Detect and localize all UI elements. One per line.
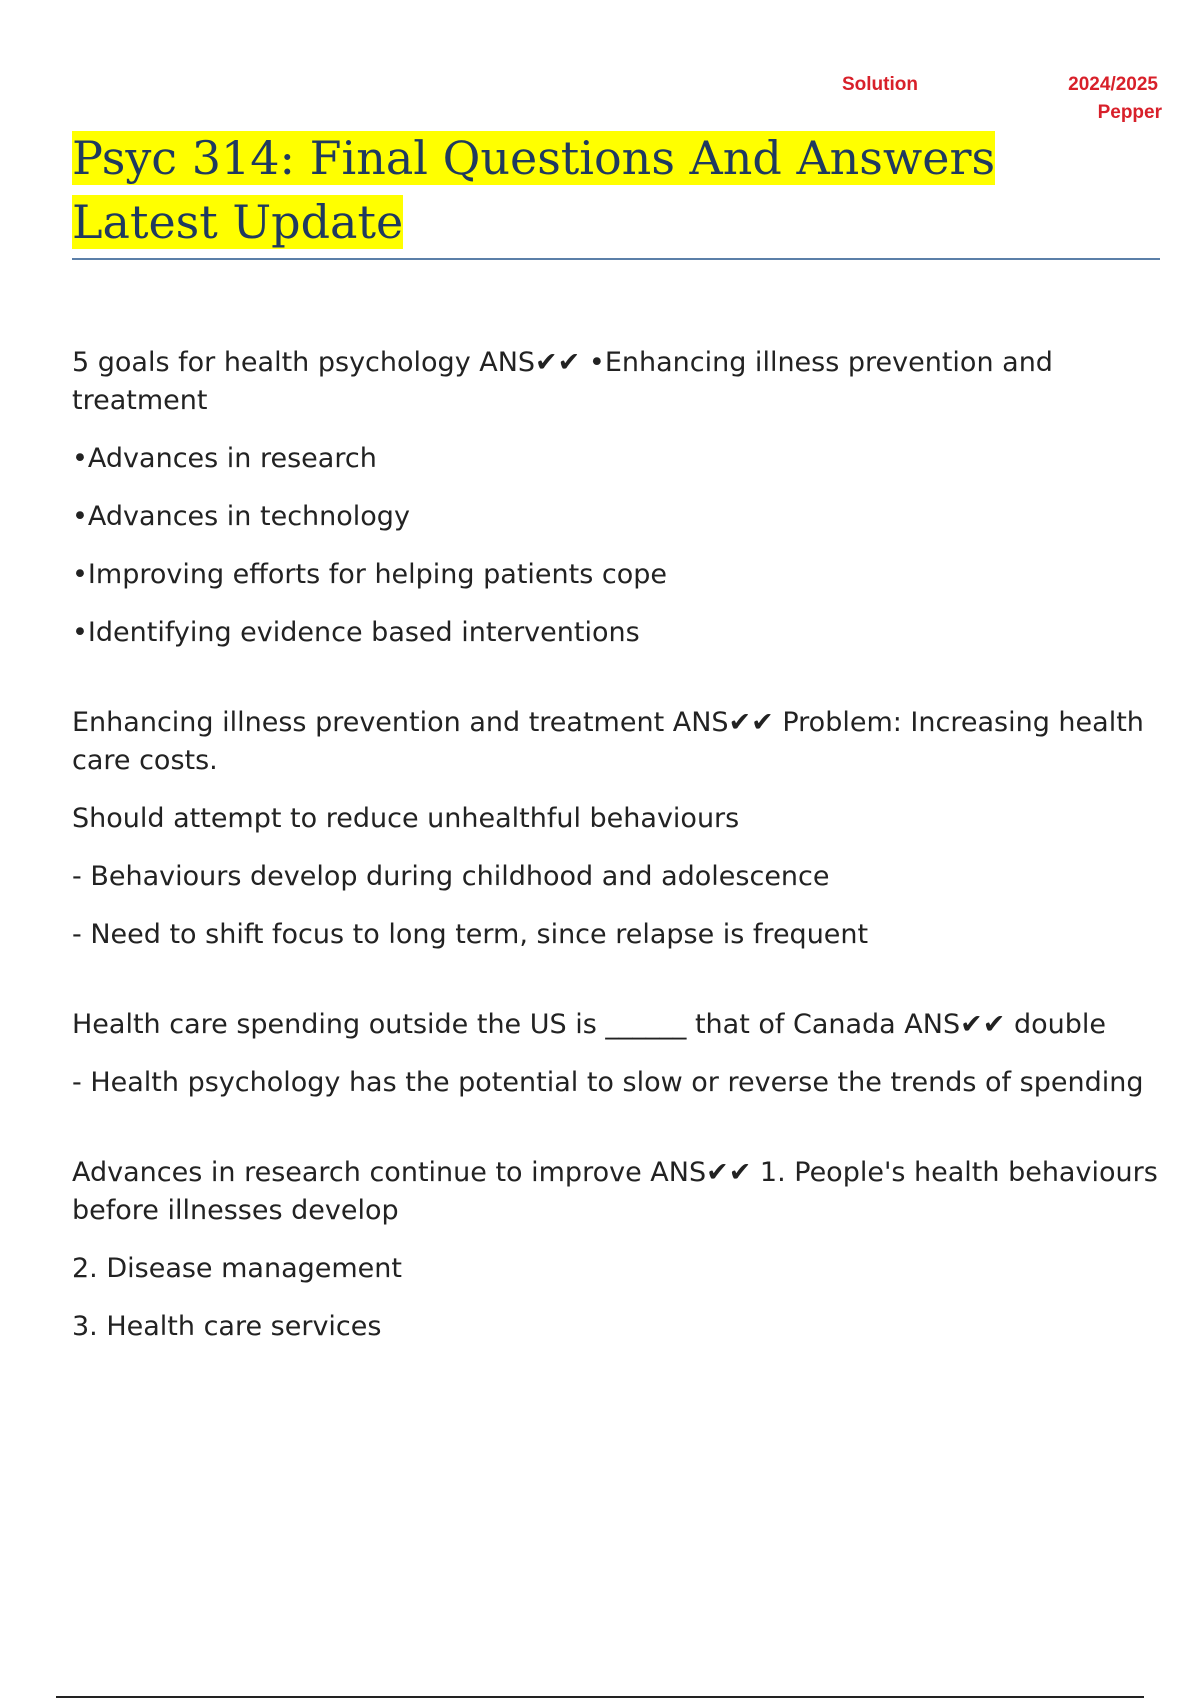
document-title xyxy=(72,126,1132,254)
header-meta xyxy=(842,72,1162,132)
header-author: Pepper xyxy=(1097,102,1162,123)
qa-line: - Need to shift focus to long term, since relapse is frequent xyxy=(72,919,869,950)
qa-block-illness-prevention xyxy=(72,704,1162,954)
document-body xyxy=(72,344,1162,1398)
qa-line: Advances in research continue to improve ANS✔✔ 1. People's health behaviours before illnesses develop xyxy=(72,1157,1158,1226)
qa-line: •Advances in research xyxy=(72,443,377,474)
document-title-text: Psyc 314: Final Questions And Answers Latest Update xyxy=(72,131,996,249)
qa-block-health-care-spending xyxy=(72,1006,1162,1102)
qa-line: - Behaviours develop during childhood and adolescence xyxy=(72,861,830,892)
qa-line: •Improving efforts for helping patients cope xyxy=(72,559,667,590)
qa-line: •Identifying evidence based interventions xyxy=(72,617,640,648)
qa-line: 3. Health care services xyxy=(72,1311,382,1342)
header-year: 2024/2025 xyxy=(1068,74,1158,95)
qa-line: Should attempt to reduce unhealthful behaviours xyxy=(72,803,740,834)
qa-line: •Advances in technology xyxy=(72,501,410,532)
title-divider xyxy=(72,258,1160,260)
qa-block-advances-in-research xyxy=(72,1154,1162,1346)
qa-line: Health care spending outside the US is ______ that of Canada ANS✔✔ double xyxy=(72,1009,1106,1040)
qa-block-health-psychology-goals xyxy=(72,344,1162,652)
qa-line: 5 goals for health psychology ANS✔✔ •Enhancing illness prevention and treatment xyxy=(72,347,1053,416)
header-solution-label: Solution xyxy=(842,74,918,95)
qa-line: 2. Disease management xyxy=(72,1253,402,1284)
qa-line: Enhancing illness prevention and treatment ANS✔✔ Problem: Increasing health care costs. xyxy=(72,707,1144,776)
footer-divider xyxy=(56,1696,1144,1698)
qa-line: - Health psychology has the potential to slow or reverse the trends of spending xyxy=(72,1067,1144,1098)
